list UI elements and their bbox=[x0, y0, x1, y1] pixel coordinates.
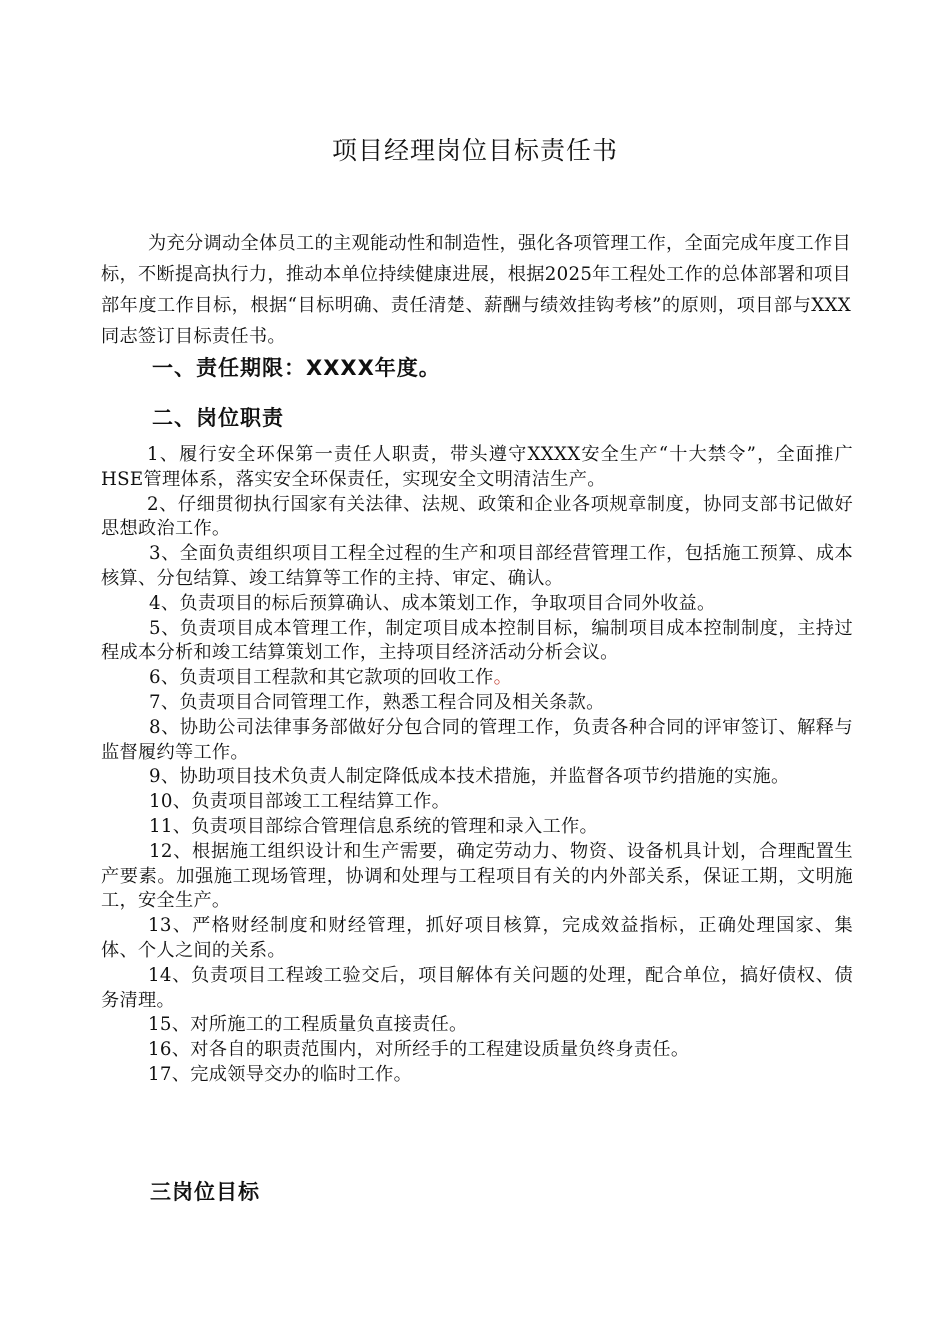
duty-item-6 bbox=[101, 666, 853, 691]
section-term-heading: 一、责任期限：XXXX年度。 bbox=[152, 356, 441, 380]
duty-item-13: 13、严格财经制度和财经管理，抓好项目核算，完成效益指标，正确处理国家、集体、个人之间的关系。 bbox=[101, 915, 853, 961]
duty-item-6-text: 6、负责项目工程款和其它款项的回收工作 bbox=[149, 667, 494, 689]
duty-item-3: 3、全面负责组织项目工程全过程的生产和项目部经营管理工作，包括施工预算、成本核算、分包结算、竣工结算等工作的主持、审定、确认。 bbox=[101, 543, 853, 589]
duty-item-14: 14、负责项目工程竣工验交后，项目解体有关问题的处理，配合单位，搞好债权、债务清理。 bbox=[101, 964, 853, 1011]
duty-item-12: 12、根据施工组织设计和生产需要，确定劳动力、物资、设备机具计划，合理配置生产要素。加强施工现场管理，协调和处理与工程项目有关的内外部关系，保证工期，文明施工，安全生产。 bbox=[101, 840, 853, 912]
duty-item-7: 7、负责项目合同管理工作，熟悉工程合同及相关条款。 bbox=[149, 691, 605, 713]
section-duties-heading: 二、岗位职责 bbox=[152, 406, 284, 430]
duty-item-4: 4、负责项目的标后预算确认、成本策划工作，争取项目合同外收益。 bbox=[149, 592, 716, 614]
duties-list bbox=[101, 443, 853, 1088]
duty-item-10: 10、负责项目部竣工工程结算工作。 bbox=[149, 791, 451, 813]
duty-item-2: 2、仔细贯彻执行国家有关法律、法规、政策和企业各项规章制度，协同支部书记做好思想政治工作。 bbox=[101, 493, 853, 540]
duty-item-15: 15、对所施工的工程质量负直接责任。 bbox=[148, 1014, 468, 1036]
duty-item-8: 8、协助公司法律事务部做好分包合同的管理工作，负责各种合同的评审签订、解释与监督履约等工作。 bbox=[101, 716, 853, 763]
duty-item-16: 16、对各自的职责范围内，对所经手的工程建设质量负终身责任。 bbox=[148, 1039, 690, 1061]
document-title: 项目经理岗位目标责任书 bbox=[331, 136, 618, 165]
duty-item-5: 5、负责项目成本管理工作，制定项目成本控制目标，编制项目成本控制制度，主持过程成本分析和竣工结算策划工作，主持项目经济活动分析会议。 bbox=[101, 617, 853, 664]
duty-item-9: 9、协助项目技术负责人制定降低成本技术措施，并监督各项节约措施的实施。 bbox=[149, 766, 790, 788]
section-goals-heading: 三岗位目标 bbox=[150, 1180, 260, 1204]
duty-item-11: 11、负责项目部综合管理信息系统的管理和录入工作。 bbox=[149, 815, 598, 837]
duty-item-1: 1、履行安全环保第一责任人职责，带头遵守XXXX安全生产“十大禁令”，全面推广HSE管理体系，落实安全环保责任，实现安全文明清洁生产。 bbox=[101, 444, 853, 490]
intro-paragraph: 为充分调动全体员工的主观能动性和制造性，强化各项管理工作，全面完成年度工作目标，不断提高执行力，推动本单位持续健康进展，根据2025年工程处工作的总体部署和项目部年度工作目标，根据“目标明确、责任清楚、薪酬与绩效挂钩考核”的原则，项目部与XXX同志签订目标责任书。 bbox=[101, 233, 852, 347]
duty-item-6-period: 。 bbox=[493, 667, 513, 689]
duty-item-17: 17、完成领导交办的临时工作。 bbox=[148, 1063, 413, 1085]
